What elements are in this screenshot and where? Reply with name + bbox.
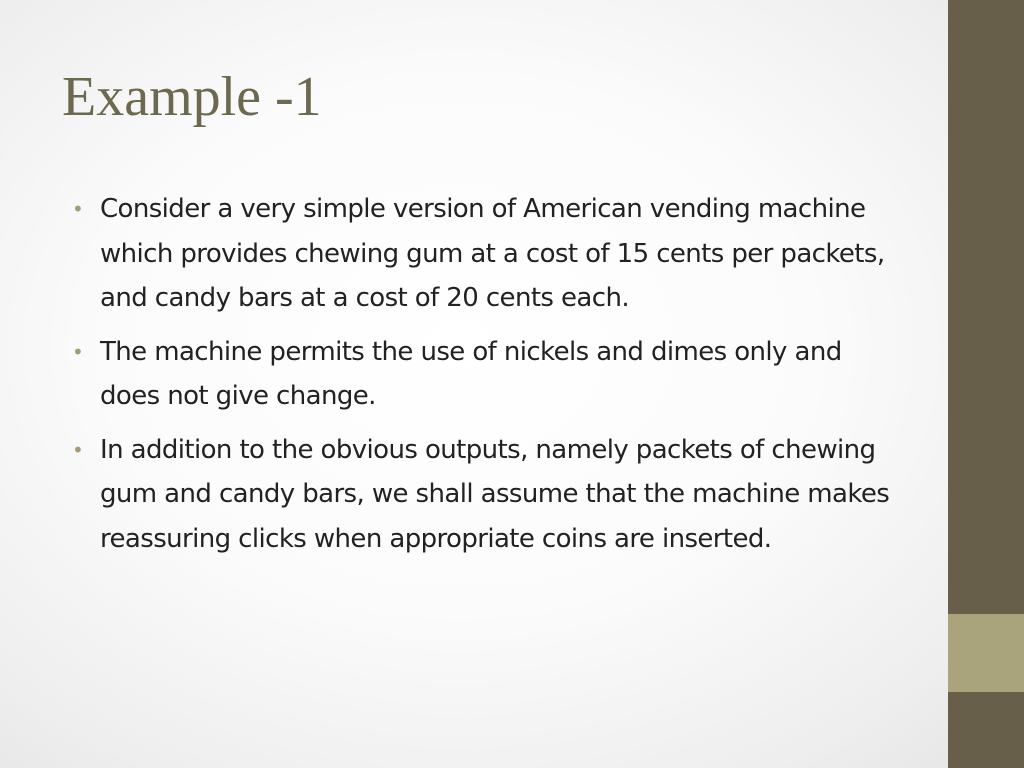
slide-title: Example -1 (62, 66, 322, 128)
bullet-item (72, 428, 902, 562)
bullet-dot-icon: • (72, 339, 84, 364)
bullet-item (72, 187, 902, 321)
bullet-dot-icon: • (72, 197, 84, 221)
bullet-text: Consider a very simple version of American vending machine which provides chewing gum at a cost of 15 cents per packets, and candy bars at a cost of 20 cents each. (100, 194, 885, 313)
bullet-dot-icon: • (72, 437, 84, 462)
bullet-item (72, 330, 902, 419)
side-accent-block (948, 614, 1024, 692)
bullet-list (72, 187, 902, 570)
bullet-text: The machine permits the use of nickels and dimes only and does not give change. (100, 336, 842, 411)
bullet-text: In addition to the obvious outputs, namely packets of chewing gum and candy bars, we shall assume that the machine makes reassuring clicks when appropriate coins are inserted. (100, 434, 890, 554)
